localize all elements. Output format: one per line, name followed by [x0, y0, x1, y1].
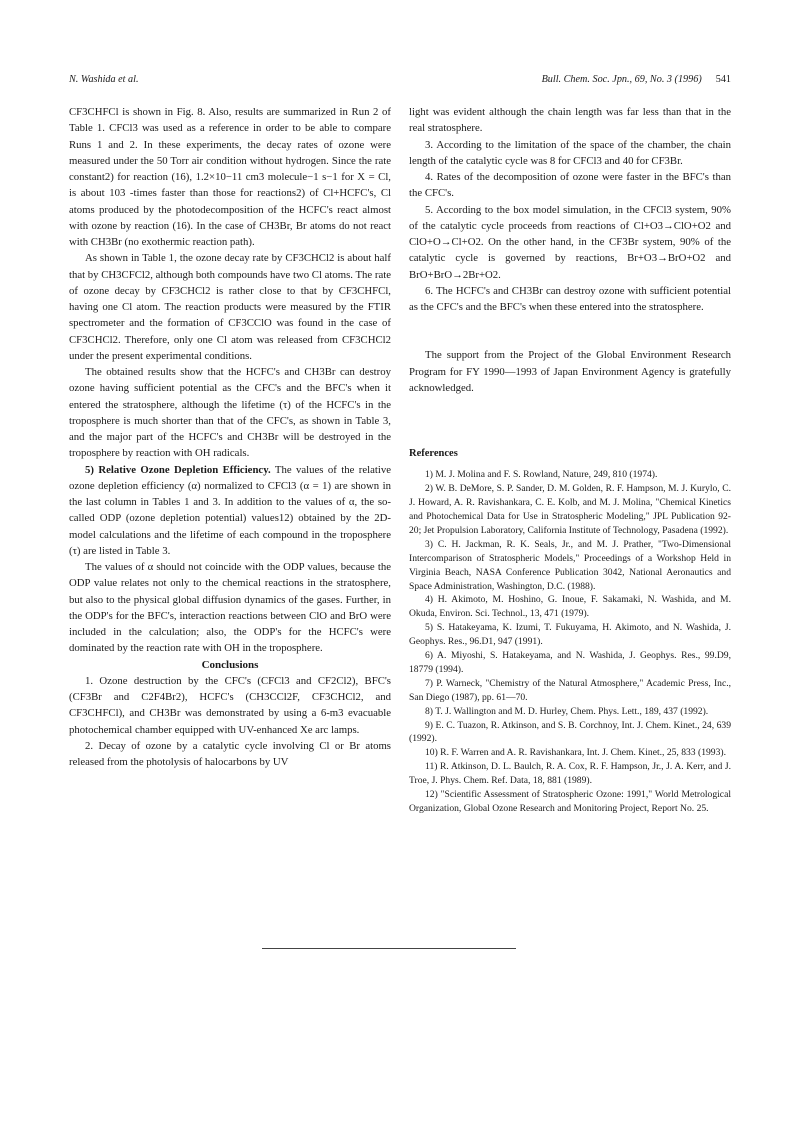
acknowledgment: The support from the Project of the Global Environment Research Program for FY 1990—1993 of Japan Environment Agency is gratefully acknowledged.: [409, 349, 731, 394]
conclusion-item: 5. According to the box model simulation, in the CFCl3 system, 90% of the catalytic cycle proceeds from reactions of Cl+O3→ClO+O2 and ClO+O→Cl+O2. On the other hand, in the CF3Br system, 90% of the catalytic cycle is governed by reactions, Br+O3→BrO+O2 and BrO+BrO→2Br+O2.: [409, 203, 731, 281]
reference-item: 7) P. Warneck, "Chemistry of the Natural Atmosphere," Academic Press, Inc., San Diego (1987), pp. 61—70.: [409, 677, 731, 703]
reference-item: 2) W. B. DeMore, S. P. Sander, D. M. Golden, R. F. Hampson, M. J. Kurylo, C. J. Howard, A. R. Ravishankara, C. E. Kolb, and M. J. Molina, "Chemical Kinetics and Photochemical Data for Use in Stratospheric Modeling," JPL Publication 92-20; Jet Propulsion Laboratory, California Institute of Technology, Pasadena (1992).: [409, 483, 731, 536]
reference-item: 5) S. Hatakeyama, K. Izumi, T. Fukuyama, H. Akimoto, and N. Washida, J. Geophys. Res., 96.D1, 947 (1991).: [409, 622, 731, 648]
reference-item: 9) E. C. Tuazon, R. Atkinson, and S. B. Corchnoy, Int. J. Chem. Kinet., 24, 639 (1992).: [409, 719, 731, 745]
header-journal-info: [542, 74, 731, 85]
left-column: [69, 104, 391, 770]
reference-list: [409, 468, 731, 816]
reference-item: 8) T. J. Wallington and M. D. Hurley, Chem. Phys. Lett., 189, 437 (1992).: [425, 705, 709, 717]
header-journal: Bull. Chem. Soc. Jpn., 69, No. 3 (1996): [541, 74, 702, 85]
reference-item: 10) R. F. Warren and A. R. Ravishankara, Int. J. Chem. Kinet., 25, 833 (1993).: [425, 747, 726, 759]
body-paragraph: [69, 462, 391, 560]
conclusion-item: 4. Rates of the decomposition of ozone were faster in the BFC's than the CFC's.: [409, 171, 731, 200]
end-rule: [262, 948, 516, 949]
run-in-title: 5) Relative Ozone Depletion Efficiency.: [85, 463, 271, 476]
conclusions-heading: Conclusions: [201, 658, 259, 671]
body-paragraph: The values of α should not coincide with the ODP values, because the ODP value relates not only to the chemical reactions in the stratosphere, but also to the physical global diffusion dynamics of the gases. Further, in the ODP's for the BFC's, interaction reactions between ClO and BrO were included in the calculation; also, the ODP's for the HCFC's were dominated by the reaction rate with OH in the troposphere.: [69, 561, 391, 655]
reference-item: 1) M. J. Molina and F. S. Rowland, Nature, 249, 810 (1974).: [425, 469, 658, 481]
reference-item: 6) A. Miyoshi, S. Hatakeyama, and N. Washida, J. Geophys. Res., 99.D9, 18779 (1994).: [409, 650, 731, 675]
right-column: [409, 104, 731, 816]
conclusion-item: 6. The HCFC's and CH3Br can destroy ozone with sufficient potential as the CFC's and the BFC's when these entered into the stratosphere.: [409, 284, 731, 313]
header-authors: N. Washida et al.: [69, 74, 139, 85]
conclusion-item: 1. Ozone destruction by the CFC's (CFCl3 and CF2Cl2), BFC's (CF3Br and C2F4Br2), HCFC's (CH3CCl2F, CF3CHCl2, and CF3CHFCl), and CH3Br was demonstrated by using a 6-m3 evacuable photochemical chamber equipped with UV-enhanced Xe arc lamps.: [69, 674, 391, 736]
reference-item: 12) "Scientific Assessment of Stratospheric Ozone: 1991," World Metrological Organization, Global Ozone Research and Monitoring Project, Report No. 25.: [409, 789, 731, 814]
reference-item: 4) H. Akimoto, M. Hoshino, G. Inoue, F. Sakamaki, N. Washida, and M. Okuda, Environ. Sci. Technol., 13, 471 (1979).: [409, 594, 731, 620]
conclusion-item: light was evident although the chain length was far less than that in the real stratosphere.: [409, 106, 731, 135]
run-in-body: The values of the relative ozone depletion efficiency (α) normalized to CFCl3 (α = 1) are shown in the last column in Tables 1 and 3. In addition to the values of α, the so-called ODP (ozone depletion potential) values12) obtained by the 2D-model calculations and the lifetime of each compound in the troposphere (τ) are listed in Table 3.: [69, 463, 391, 557]
body-paragraph: CF3CHFCl is shown in Fig. 8. Also, results are summarized in Run 2 of Table 1. CFCl3 was used as a reference in order to be able to compare Runs 1 and 2. In these experiments, the decay rates of ozone were measured under the 50 Torr air condition without hydrogen. Since the rate constant2) for reaction (16), 1.2×10−11 cm3 molecule−1 s−1 for X = Cl, is about 103 -times faster than those for reactions2) of Cl+HCFC's, Cl atoms produced by the photodecomposition of the HCFC's react almost with ozone by reaction (16). In the case of CH3Br, Br atoms do not react with CH3Br (no exothermic reaction path).: [69, 106, 391, 248]
references-heading: References: [409, 448, 458, 459]
header-page-number: 541: [715, 74, 731, 85]
reference-item: 3) C. H. Jackman, R. K. Seals, Jr., and M. J. Prather, "Two-Dimensional Intercomparison of Stratospheric Models," Proceedings of a Workshop Held in Virginia Beach, NASA Conference Publication 3042, National Aeronautics and Space Administration, Washington, D.C. (1988).: [409, 538, 731, 592]
conclusion-item: 3. According to the limitation of the space of the chamber, the chain length of the catalytic cycle was 8 for CFCl3 and 40 for CF3Br.: [409, 138, 731, 167]
reference-item: 11) R. Atkinson, D. L. Baulch, R. A. Cox, R. F. Hampson, Jr., J. A. Kerr, and J. Troe, J. Phys. Chem. Ref. Data, 18, 881 (1989).: [409, 761, 731, 787]
body-paragraph: As shown in Table 1, the ozone decay rate by CF3CHCl2 is about half that by CH3CFCl2, although both compounds have two Cl atoms. The rate of ozone decay by CF3CHCl2 is rather close to that by CF3CHFCl, having one Cl atom. The reaction products were measured by the FTIR spectrometer and the formation of CF3CClO was found in the case of CF3CHCl2. Therefore, only one Cl atom was released from CF3CHCl2 under the present experimental conditions.: [69, 252, 391, 362]
conclusion-item: 2. Decay of ozone by a catalytic cycle involving Cl or Br atoms released from the photolysis of halocarbons by UV: [69, 739, 391, 768]
body-paragraph: The obtained results show that the HCFC's and CH3Br can destroy ozone having sufficient potential as the CFC's and the BFC's when it entered the stratosphere, although the lifetime (τ) of the HCFC's in the troposphere is much shorter than that of the CFC's, as shown in Table 3, and the major part of the HCFC's and CH3Br will be destroyed in the troposphere by reaction with OH radicals.: [69, 366, 391, 460]
